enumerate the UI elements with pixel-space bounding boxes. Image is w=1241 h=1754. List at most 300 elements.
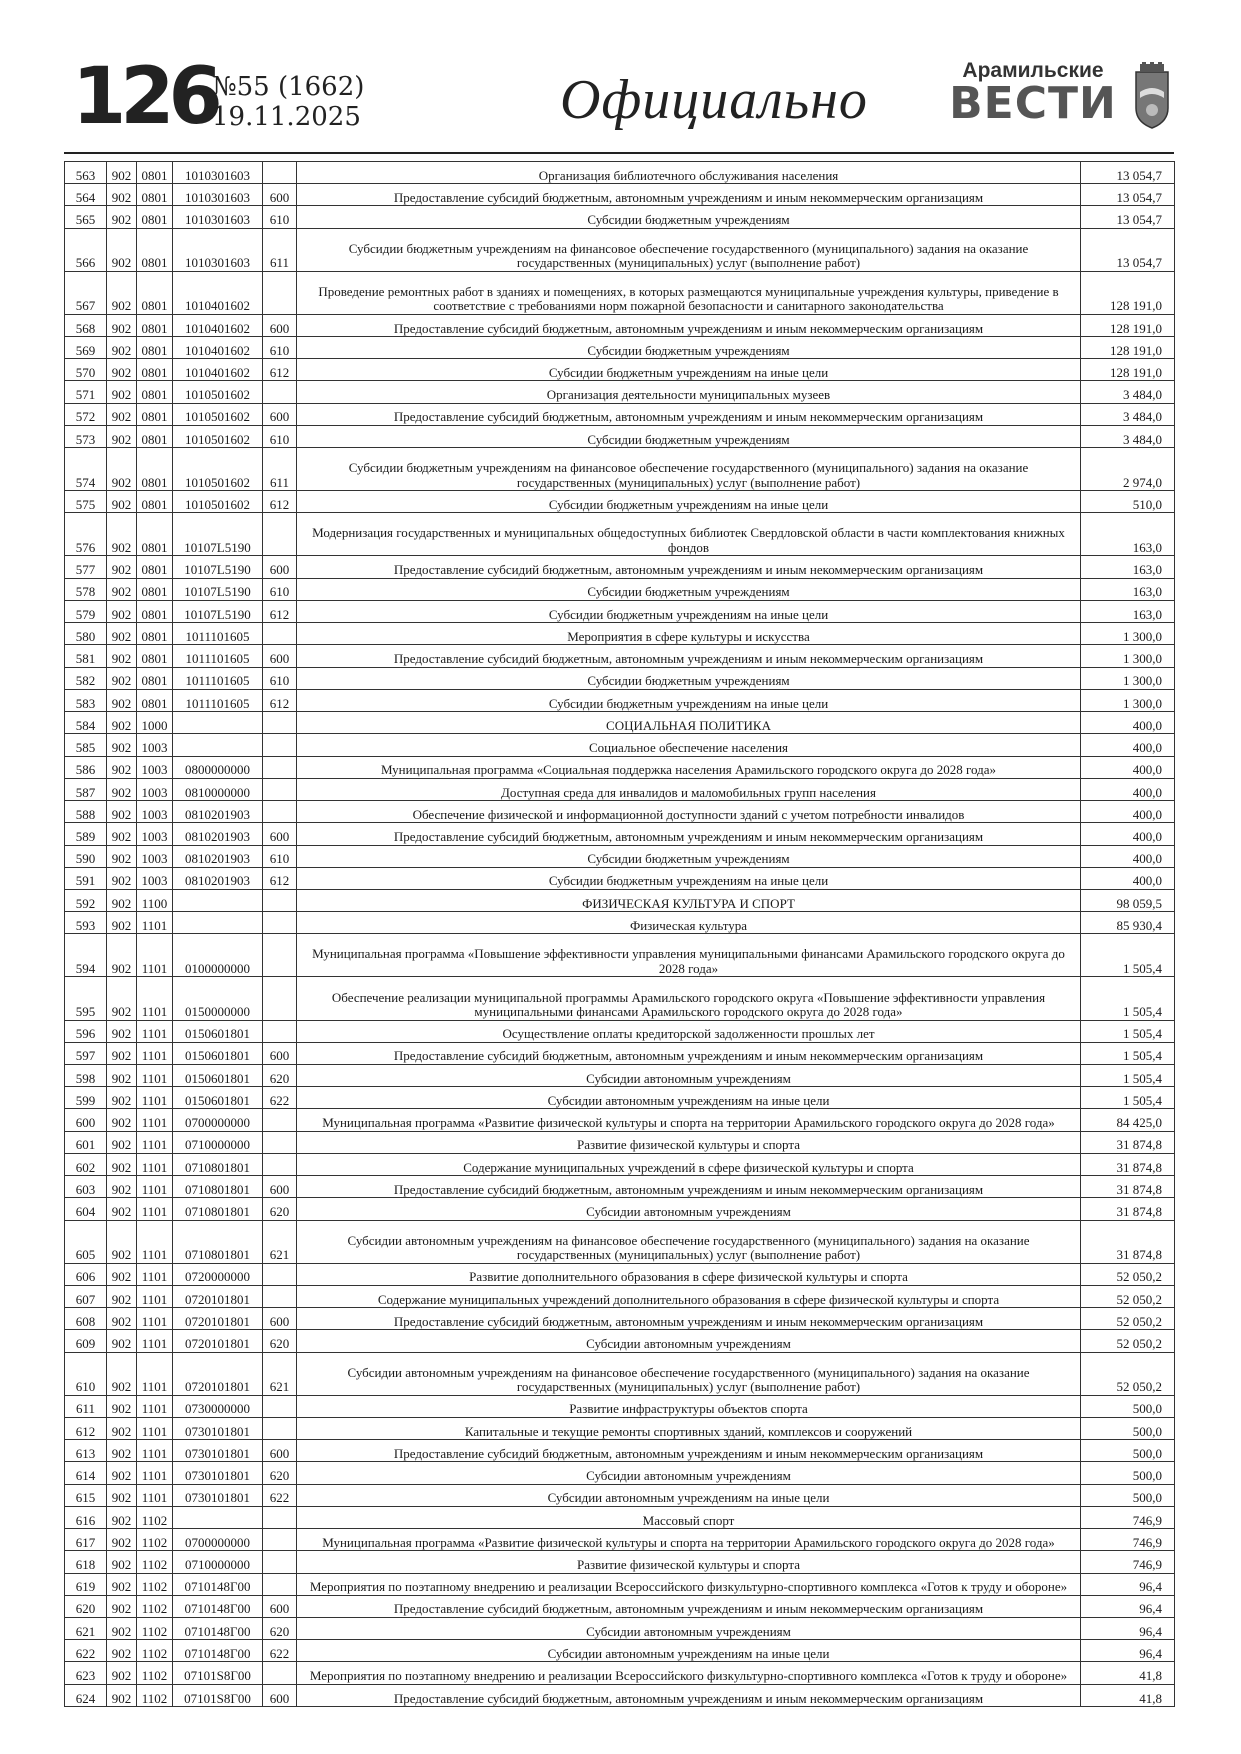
amount-cell: 1 505,4 [1081, 934, 1175, 977]
section-code-cell: 1101 [137, 1176, 173, 1198]
amount-cell: 52 050,2 [1081, 1285, 1175, 1307]
section-code-cell: 1101 [137, 1395, 173, 1417]
target-code-cell: 0150601801 [173, 1064, 263, 1086]
table-row [65, 206, 1175, 228]
table-row [65, 1640, 1175, 1662]
expense-type-cell [263, 1417, 297, 1439]
amount-cell: 13 054,7 [1081, 184, 1175, 206]
target-code-cell: 0710801801 [173, 1220, 263, 1263]
amount-cell: 13 054,7 [1081, 228, 1175, 271]
admin-code-cell: 902 [107, 184, 137, 206]
target-code-cell: 0720101801 [173, 1352, 263, 1395]
target-code-cell: 1010301603 [173, 206, 263, 228]
description-cell: Предоставление субсидий бюджетным, автономным учреждениям и иным некоммерческим организациям [297, 1684, 1081, 1706]
row-number-cell: 591 [65, 867, 107, 889]
admin-code-cell: 902 [107, 1263, 137, 1285]
amount-cell: 400,0 [1081, 845, 1175, 867]
table-row [65, 1352, 1175, 1395]
section-code-cell: 0801 [137, 206, 173, 228]
description-cell: ФИЗИЧЕСКАЯ КУЛЬТУРА И СПОРТ [297, 889, 1081, 911]
admin-code-cell: 902 [107, 889, 137, 911]
table-row [65, 1308, 1175, 1330]
amount-cell: 1 505,4 [1081, 1087, 1175, 1109]
row-number-cell: 574 [65, 448, 107, 491]
row-number-cell: 563 [65, 162, 107, 184]
admin-code-cell: 902 [107, 1417, 137, 1439]
amount-cell: 746,9 [1081, 1529, 1175, 1551]
target-code-cell: 0810000000 [173, 778, 263, 800]
row-number-cell: 589 [65, 823, 107, 845]
admin-code-cell: 902 [107, 1573, 137, 1595]
row-number-cell: 600 [65, 1109, 107, 1131]
section-code-cell: 0801 [137, 425, 173, 447]
description-cell: Субсидии бюджетным учреждениям на финансовое обеспечение государственного (муниципального) задания на оказание государственных (муниципальных) услуг (выполнение работ) [297, 228, 1081, 271]
admin-code-cell: 902 [107, 1529, 137, 1551]
target-code-cell: 1010401602 [173, 359, 263, 381]
admin-code-cell: 902 [107, 1440, 137, 1462]
row-number-cell: 584 [65, 712, 107, 734]
description-cell: Осуществление оплаты кредиторской задолженности прошлых лет [297, 1020, 1081, 1042]
expense-type-cell: 612 [263, 600, 297, 622]
admin-code-cell: 902 [107, 1176, 137, 1198]
admin-code-cell: 902 [107, 623, 137, 645]
expense-type-cell: 610 [263, 206, 297, 228]
description-cell: Субсидии бюджетным учреждениям на иные цели [297, 867, 1081, 889]
logo-main-text: ВЕСТИ [949, 78, 1117, 129]
row-number-cell: 564 [65, 184, 107, 206]
section-code-cell: 1102 [137, 1573, 173, 1595]
target-code-cell: 0700000000 [173, 1529, 263, 1551]
row-number-cell: 603 [65, 1176, 107, 1198]
row-number-cell: 575 [65, 491, 107, 513]
amount-cell: 400,0 [1081, 756, 1175, 778]
section-code-cell: 1101 [137, 912, 173, 934]
expense-type-cell: 610 [263, 667, 297, 689]
expense-type-cell [263, 513, 297, 556]
admin-code-cell: 902 [107, 756, 137, 778]
expense-type-cell: 611 [263, 228, 297, 271]
row-number-cell: 571 [65, 381, 107, 403]
row-number-cell: 565 [65, 206, 107, 228]
expense-type-cell: 622 [263, 1640, 297, 1662]
table-row [65, 359, 1175, 381]
admin-code-cell: 902 [107, 1042, 137, 1064]
admin-code-cell: 902 [107, 359, 137, 381]
row-number-cell: 606 [65, 1263, 107, 1285]
table-row [65, 823, 1175, 845]
description-cell: Доступная среда для инвалидов и маломобильных групп населения [297, 778, 1081, 800]
admin-code-cell: 902 [107, 600, 137, 622]
amount-cell: 13 054,7 [1081, 162, 1175, 184]
expense-type-cell [263, 801, 297, 823]
admin-code-cell: 902 [107, 1020, 137, 1042]
target-code-cell: 0730000000 [173, 1395, 263, 1417]
expense-type-cell: 620 [263, 1330, 297, 1352]
table-row [65, 1153, 1175, 1175]
section-code-cell: 1101 [137, 1131, 173, 1153]
target-code-cell: 10107L5190 [173, 578, 263, 600]
amount-cell: 400,0 [1081, 734, 1175, 756]
admin-code-cell: 902 [107, 1617, 137, 1639]
amount-cell: 31 874,8 [1081, 1220, 1175, 1263]
amount-cell: 400,0 [1081, 801, 1175, 823]
admin-code-cell: 902 [107, 1131, 137, 1153]
expense-type-cell: 600 [263, 1042, 297, 1064]
table-row [65, 934, 1175, 977]
amount-cell: 128 191,0 [1081, 314, 1175, 336]
amount-cell: 128 191,0 [1081, 271, 1175, 314]
amount-cell: 1 505,4 [1081, 1042, 1175, 1064]
section-code-cell: 0801 [137, 689, 173, 711]
target-code-cell: 1010401602 [173, 271, 263, 314]
description-cell: Проведение ремонтных работ в зданиях и помещениях, в которых размещаются муниципальные учреждения культуры, приведение в соответствие с требованиями норм пожарной безопасности и санитарного законодательства [297, 271, 1081, 314]
admin-code-cell: 902 [107, 823, 137, 845]
row-number-cell: 595 [65, 977, 107, 1020]
expense-type-cell [263, 1395, 297, 1417]
row-number-cell: 592 [65, 889, 107, 911]
target-code-cell [173, 889, 263, 911]
target-code-cell: 1011101605 [173, 689, 263, 711]
table-row [65, 1551, 1175, 1573]
section-code-cell: 1102 [137, 1595, 173, 1617]
section-code-cell: 1101 [137, 934, 173, 977]
target-code-cell: 0150601801 [173, 1042, 263, 1064]
target-code-cell [173, 1506, 263, 1528]
amount-cell: 400,0 [1081, 778, 1175, 800]
description-cell: Субсидии бюджетным учреждениям [297, 337, 1081, 359]
amount-cell: 52 050,2 [1081, 1352, 1175, 1395]
admin-code-cell: 902 [107, 1285, 137, 1307]
target-code-cell: 1010401602 [173, 314, 263, 336]
description-cell: Организация деятельности муниципальных музеев [297, 381, 1081, 403]
expense-type-cell [263, 1131, 297, 1153]
description-cell: Предоставление субсидий бюджетным, автономным учреждениям и иным некоммерческим организациям [297, 1176, 1081, 1198]
description-cell: Предоставление субсидий бюджетным, автономным учреждениям и иным некоммерческим организациям [297, 645, 1081, 667]
row-number-cell: 580 [65, 623, 107, 645]
amount-cell: 400,0 [1081, 867, 1175, 889]
table-row [65, 623, 1175, 645]
table-row [65, 1529, 1175, 1551]
amount-cell: 31 874,8 [1081, 1176, 1175, 1198]
row-number-cell: 599 [65, 1087, 107, 1109]
row-number-cell: 567 [65, 271, 107, 314]
table-row [65, 1042, 1175, 1064]
target-code-cell: 0710148Г00 [173, 1617, 263, 1639]
expense-type-cell [263, 1020, 297, 1042]
admin-code-cell: 902 [107, 734, 137, 756]
description-cell: Субсидии бюджетным учреждениям на финансовое обеспечение государственного (муниципального) задания на оказание государственных (муниципальных) услуг (выполнение работ) [297, 448, 1081, 491]
description-cell: Предоставление субсидий бюджетным, автономным учреждениям и иным некоммерческим организациям [297, 556, 1081, 578]
amount-cell: 500,0 [1081, 1462, 1175, 1484]
amount-cell: 41,8 [1081, 1684, 1175, 1706]
table-row [65, 184, 1175, 206]
issue-number: №55 (1662) [212, 72, 365, 102]
section-code-cell: 0801 [137, 337, 173, 359]
row-number-cell: 612 [65, 1417, 107, 1439]
issue-info [212, 72, 364, 132]
section-code-cell: 1003 [137, 845, 173, 867]
description-cell: Субсидии бюджетным учреждениям [297, 845, 1081, 867]
expense-type-cell: 600 [263, 1684, 297, 1706]
admin-code-cell: 902 [107, 206, 137, 228]
description-cell: Субсидии бюджетным учреждениям [297, 578, 1081, 600]
row-number-cell: 583 [65, 689, 107, 711]
target-code-cell: 0730101801 [173, 1417, 263, 1439]
description-cell: Предоставление субсидий бюджетным, автономным учреждениям и иным некоммерческим организациям [297, 1308, 1081, 1330]
target-code-cell: 1010501602 [173, 491, 263, 513]
amount-cell: 31 874,8 [1081, 1131, 1175, 1153]
amount-cell: 1 505,4 [1081, 1020, 1175, 1042]
description-cell: Субсидии бюджетным учреждениям [297, 425, 1081, 447]
section-code-cell: 1102 [137, 1529, 173, 1551]
table-row [65, 977, 1175, 1020]
table-row [65, 1440, 1175, 1462]
amount-cell: 128 191,0 [1081, 359, 1175, 381]
amount-cell: 163,0 [1081, 600, 1175, 622]
admin-code-cell: 902 [107, 1662, 137, 1684]
section-code-cell: 0801 [137, 448, 173, 491]
description-cell: Предоставление субсидий бюджетным, автономным учреждениям и иным некоммерческим организациям [297, 184, 1081, 206]
expense-type-cell [263, 756, 297, 778]
row-number-cell: 593 [65, 912, 107, 934]
amount-cell: 500,0 [1081, 1440, 1175, 1462]
table-row [65, 556, 1175, 578]
description-cell: Субсидии бюджетным учреждениям [297, 667, 1081, 689]
target-code-cell: 1010301603 [173, 228, 263, 271]
description-cell: Развитие физической культуры и спорта [297, 1551, 1081, 1573]
expense-type-cell [263, 1263, 297, 1285]
admin-code-cell: 902 [107, 578, 137, 600]
table-row [65, 425, 1175, 447]
section-code-cell: 1101 [137, 1198, 173, 1220]
target-code-cell: 0150601801 [173, 1020, 263, 1042]
table-row [65, 801, 1175, 823]
table-row [65, 381, 1175, 403]
section-code-cell: 1101 [137, 1417, 173, 1439]
row-number-cell: 622 [65, 1640, 107, 1662]
amount-cell: 96,4 [1081, 1617, 1175, 1639]
amount-cell: 96,4 [1081, 1595, 1175, 1617]
section-code-cell: 0801 [137, 314, 173, 336]
expense-type-cell: 620 [263, 1617, 297, 1639]
row-number-cell: 609 [65, 1330, 107, 1352]
expense-type-cell [263, 1662, 297, 1684]
target-code-cell: 1011101605 [173, 667, 263, 689]
table-row [65, 889, 1175, 911]
section-code-cell: 1101 [137, 1087, 173, 1109]
expense-type-cell: 600 [263, 823, 297, 845]
amount-cell: 746,9 [1081, 1506, 1175, 1528]
table-body [65, 162, 1175, 1707]
table-row [65, 1020, 1175, 1042]
admin-code-cell: 902 [107, 801, 137, 823]
target-code-cell: 0710148Г00 [173, 1640, 263, 1662]
section-code-cell: 0801 [137, 271, 173, 314]
description-cell: Субсидии автономным учреждениям на иные цели [297, 1087, 1081, 1109]
table-row [65, 689, 1175, 711]
target-code-cell: 0710801801 [173, 1153, 263, 1175]
expense-type-cell: 622 [263, 1484, 297, 1506]
target-code-cell: 0810201903 [173, 867, 263, 889]
amount-cell: 163,0 [1081, 513, 1175, 556]
row-number-cell: 618 [65, 1551, 107, 1573]
target-code-cell: 0720000000 [173, 1263, 263, 1285]
amount-cell: 1 300,0 [1081, 667, 1175, 689]
expense-type-cell: 600 [263, 314, 297, 336]
target-code-cell: 1010301603 [173, 184, 263, 206]
description-cell: Субсидии бюджетным учреждениям на иные цели [297, 600, 1081, 622]
target-code-cell: 0150000000 [173, 977, 263, 1020]
description-cell: Развитие дополнительного образования в сфере физической культуры и спорта [297, 1263, 1081, 1285]
admin-code-cell: 902 [107, 425, 137, 447]
expense-type-cell: 610 [263, 425, 297, 447]
expense-type-cell: 622 [263, 1087, 297, 1109]
admin-code-cell: 902 [107, 645, 137, 667]
section-code-cell: 1101 [137, 1330, 173, 1352]
table-row [65, 448, 1175, 491]
table-row [65, 314, 1175, 336]
target-code-cell: 1010501602 [173, 448, 263, 491]
description-cell: СОЦИАЛЬНАЯ ПОЛИТИКА [297, 712, 1081, 734]
target-code-cell: 0720101801 [173, 1330, 263, 1352]
description-cell: Предоставление субсидий бюджетным, автономным учреждениям и иным некоммерческим организациям [297, 1042, 1081, 1064]
target-code-cell [173, 912, 263, 934]
target-code-cell: 0800000000 [173, 756, 263, 778]
section-code-cell: 1101 [137, 1484, 173, 1506]
admin-code-cell: 902 [107, 845, 137, 867]
description-cell: Субсидии автономным учреждениям [297, 1198, 1081, 1220]
row-number-cell: 604 [65, 1198, 107, 1220]
admin-code-cell: 902 [107, 337, 137, 359]
target-code-cell: 1011101605 [173, 623, 263, 645]
row-number-cell: 601 [65, 1131, 107, 1153]
expense-type-cell: 612 [263, 689, 297, 711]
expense-type-cell: 610 [263, 578, 297, 600]
expense-type-cell: 600 [263, 1176, 297, 1198]
table-row [65, 1330, 1175, 1352]
admin-code-cell: 902 [107, 271, 137, 314]
expense-type-cell [263, 1529, 297, 1551]
table-row [65, 1662, 1175, 1684]
section-code-cell: 1003 [137, 867, 173, 889]
section-code-cell: 1101 [137, 977, 173, 1020]
section-code-cell: 0801 [137, 623, 173, 645]
expense-type-cell: 600 [263, 1595, 297, 1617]
budget-table-wrapper [64, 161, 1174, 1707]
admin-code-cell: 902 [107, 513, 137, 556]
row-number-cell: 586 [65, 756, 107, 778]
amount-cell: 52 050,2 [1081, 1308, 1175, 1330]
expense-type-cell [263, 1573, 297, 1595]
target-code-cell: 0710801801 [173, 1198, 263, 1220]
section-code-cell: 1101 [137, 1440, 173, 1462]
target-code-cell: 0730101801 [173, 1462, 263, 1484]
section-code-cell: 1003 [137, 801, 173, 823]
amount-cell: 400,0 [1081, 823, 1175, 845]
row-number-cell: 572 [65, 403, 107, 425]
description-cell: Предоставление субсидий бюджетным, автономным учреждениям и иным некоммерческим организациям [297, 823, 1081, 845]
row-number-cell: 570 [65, 359, 107, 381]
header-rule [64, 152, 1174, 154]
row-number-cell: 582 [65, 667, 107, 689]
table-row [65, 228, 1175, 271]
description-cell: Субсидии бюджетным учреждениям [297, 206, 1081, 228]
target-code-cell: 0710000000 [173, 1131, 263, 1153]
table-row [65, 645, 1175, 667]
expense-type-cell [263, 1285, 297, 1307]
target-code-cell: 07101S8Г00 [173, 1662, 263, 1684]
section-code-cell: 0801 [137, 162, 173, 184]
row-number-cell: 617 [65, 1529, 107, 1551]
amount-cell: 128 191,0 [1081, 337, 1175, 359]
amount-cell: 500,0 [1081, 1484, 1175, 1506]
amount-cell: 3 484,0 [1081, 425, 1175, 447]
expense-type-cell [263, 712, 297, 734]
description-cell: Предоставление субсидий бюджетным, автономным учреждениям и иным некоммерческим организациям [297, 314, 1081, 336]
section-code-cell: 1101 [137, 1263, 173, 1285]
row-number-cell: 619 [65, 1573, 107, 1595]
row-number-cell: 588 [65, 801, 107, 823]
target-code-cell: 0730101801 [173, 1484, 263, 1506]
description-cell: Муниципальная программа «Развитие физической культуры и спорта на территории Арамильского городского округа до 2028 года» [297, 1529, 1081, 1551]
amount-cell: 500,0 [1081, 1417, 1175, 1439]
expense-type-cell: 621 [263, 1220, 297, 1263]
expense-type-cell: 620 [263, 1064, 297, 1086]
amount-cell: 500,0 [1081, 1395, 1175, 1417]
description-cell: Мероприятия по поэтапному внедрению и реализации Всероссийского физкультурно-спортивного комплекса «Готов к труду и обороне» [297, 1573, 1081, 1595]
row-number-cell: 610 [65, 1352, 107, 1395]
amount-cell: 85 930,4 [1081, 912, 1175, 934]
amount-cell: 1 300,0 [1081, 623, 1175, 645]
section-code-cell: 1101 [137, 1042, 173, 1064]
expense-type-cell [263, 1551, 297, 1573]
admin-code-cell: 902 [107, 491, 137, 513]
target-code-cell: 0710801801 [173, 1176, 263, 1198]
amount-cell: 510,0 [1081, 491, 1175, 513]
section-code-cell: 1101 [137, 1308, 173, 1330]
admin-code-cell: 902 [107, 712, 137, 734]
row-number-cell: 590 [65, 845, 107, 867]
description-cell: Мероприятия по поэтапному внедрению и реализации Всероссийского физкультурно-спортивного комплекса «Готов к труду и обороне» [297, 1662, 1081, 1684]
expense-type-cell [263, 778, 297, 800]
table-row [65, 491, 1175, 513]
target-code-cell: 1010501602 [173, 381, 263, 403]
description-cell: Развитие инфраструктуры объектов спорта [297, 1395, 1081, 1417]
expense-type-cell: 612 [263, 359, 297, 381]
section-title: Официально [560, 69, 868, 131]
description-cell: Субсидии автономным учреждениям на финансовое обеспечение государственного (муниципального) задания на оказание государственных (муниципальных) услуг (выполнение работ) [297, 1220, 1081, 1263]
description-cell: Развитие физической культуры и спорта [297, 1131, 1081, 1153]
target-code-cell: 10107L5190 [173, 513, 263, 556]
table-row [65, 1131, 1175, 1153]
admin-code-cell: 902 [107, 1308, 137, 1330]
expense-type-cell: 610 [263, 337, 297, 359]
description-cell: Предоставление субсидий бюджетным, автономным учреждениям и иным некоммерческим организациям [297, 403, 1081, 425]
admin-code-cell: 902 [107, 912, 137, 934]
row-number-cell: 611 [65, 1395, 107, 1417]
expense-type-cell [263, 912, 297, 934]
amount-cell: 2 974,0 [1081, 448, 1175, 491]
section-code-cell: 0801 [137, 381, 173, 403]
target-code-cell: 1010501602 [173, 425, 263, 447]
budget-table [64, 161, 1175, 1707]
row-number-cell: 585 [65, 734, 107, 756]
admin-code-cell: 902 [107, 314, 137, 336]
admin-code-cell: 902 [107, 1198, 137, 1220]
table-row [65, 271, 1175, 314]
description-cell: Организация библиотечного обслуживания населения [297, 162, 1081, 184]
table-row [65, 1220, 1175, 1263]
